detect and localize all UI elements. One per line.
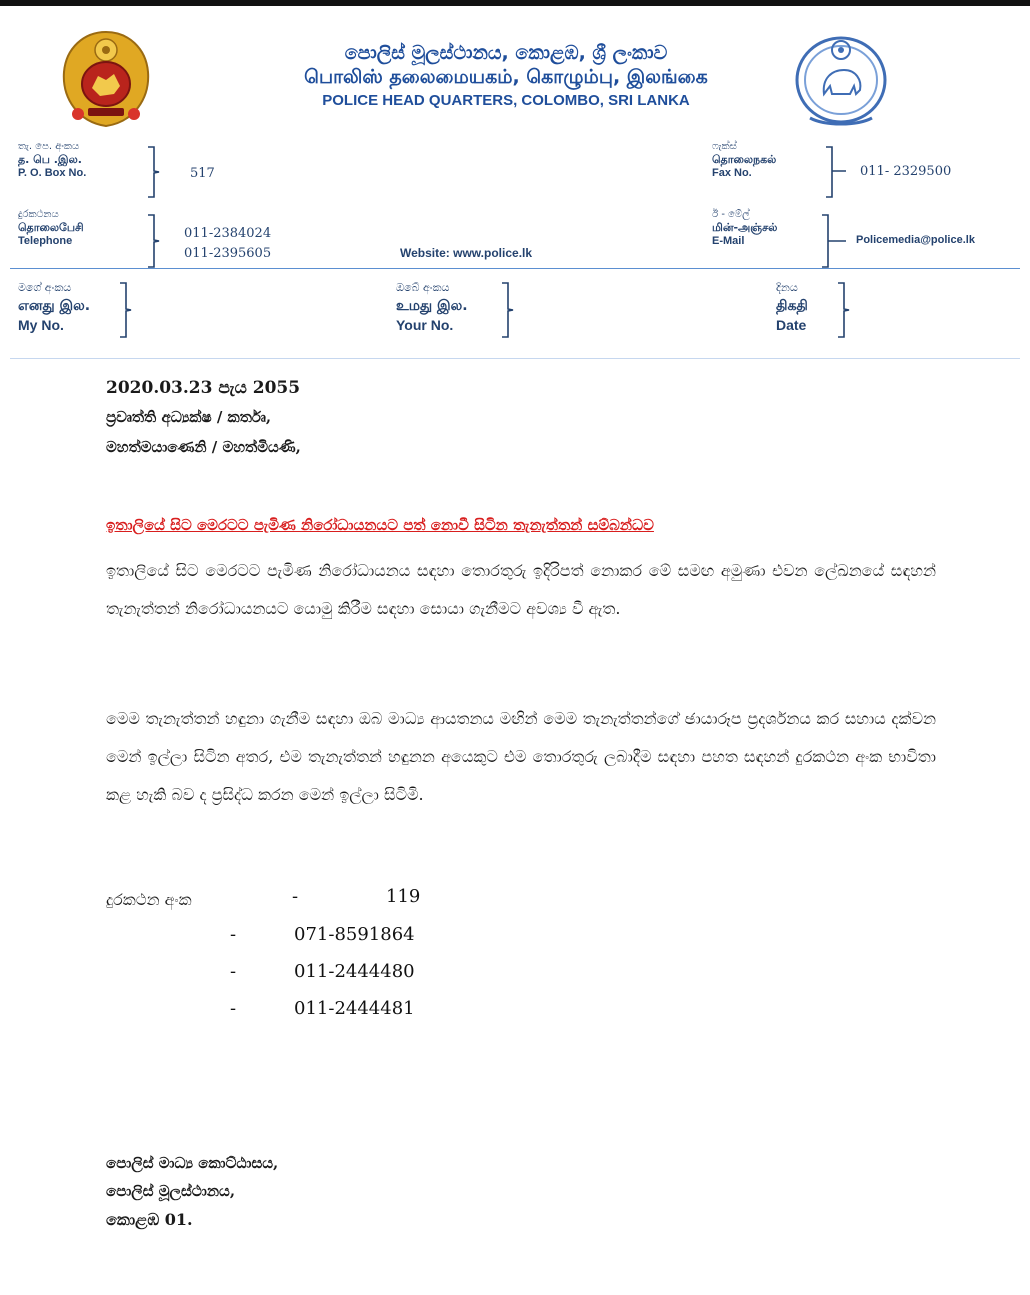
phone-number-2: 071-8591864	[294, 924, 415, 945]
phone-number-4: 011-2444481	[294, 998, 415, 1019]
telephone-bracket	[146, 214, 160, 268]
police-crest-icon	[790, 28, 892, 128]
email-label: ඊ - මේල් மின்-அஞ்சல் E-Mail	[712, 209, 778, 247]
phone-dash-1: -	[292, 886, 299, 907]
email-value[interactable]: Policemedia@police.lk	[856, 234, 975, 246]
signature-line-3: කොළඹ 01.	[106, 1210, 193, 1229]
po-box-value: 517	[190, 166, 215, 181]
date-bracket	[836, 282, 850, 338]
header-title-sinhala: පොලිස් මූලස්ථානය, කොළඹ, ශ්‍රී ලංකාව	[344, 42, 668, 64]
my-no-bracket	[118, 282, 132, 338]
email-bracket	[820, 214, 848, 268]
signature-line-2: පොලිස් මූලස්ථානය,	[106, 1182, 236, 1200]
your-no-bracket	[500, 282, 514, 338]
phone-number-1: 119	[386, 886, 421, 907]
letter-paragraph-2: මෙම තැනැත්තන් හඳුනා ගැනීම සඳහා ඔබ මාධ්‍ය ආයතනය මඟින් මෙම තැනැත්තන්ගේ ඡායාරූප ප්‍රදර්ශනය කර සහාය දක්වන මෙන් ඉල්ලා සිටින අතර, එම තැනැත්තන් හඳුනන අයෙකුට එම තොරතුරු ලබාදීම සඳහා පහත සඳහන් දුරකථන අංක භාවිතා කළ හැකි බව ද ප්‍රසිද්ධ කරන මෙන් ඉල්ලා සිටිමි.	[106, 709, 936, 804]
letter-subject: ඉතාලියේ සිට මෙරටට පැමිණ නිරෝධායනයට පත් නොවී සිටින තැනැත්තන් සම්බන්ධව	[106, 516, 654, 534]
letter-paragraph-1: ඉතාලියේ සිට මෙරටට පැමිණ නිරෝධායනය සඳහා තොරතුරු ඉදිරිපත් නොකර මේ සමඟ අමුණා එවන ලේඛනයේ සඳහන් තැනැත්තන් නිරෝධායනයට යොමු කිරීම සඳහා සොයා ගැනීමට අවශ්‍ය වී ඇත.	[106, 561, 936, 618]
letter-datetime: 2020.03.23 පැය 2055	[106, 378, 301, 398]
phone-number-3: 011-2444480	[294, 961, 415, 982]
my-no-label: මගේ අංකය எனது இல. My No.	[18, 281, 91, 333]
phone-dash-3: -	[230, 961, 237, 982]
header-title-english: POLICE HEAD QUARTERS, COLOMBO, SRI LANKA	[322, 92, 690, 109]
fax-value: 011- 2329500	[860, 164, 952, 179]
telephone-value-2: 011-2395605	[184, 246, 272, 261]
letterhead-bottom-edge	[10, 358, 1020, 359]
header-title-tamil: பொலிஸ் தலைமையகம், கொழும்பு, இலங்கை	[304, 66, 708, 88]
po-box-label: තැ. පෙ. අංකය த. பெ .இல. P. O. Box No.	[18, 141, 87, 179]
letterhead	[0, 6, 1030, 362]
phone-dash-2: -	[230, 924, 237, 945]
website-link[interactable]: Website: www.police.lk	[400, 246, 533, 260]
phone-dash-4: -	[230, 998, 237, 1019]
po-box-bracket	[146, 146, 160, 198]
sri-lanka-emblem-icon	[58, 28, 154, 128]
telephone-label: දුරකථනය தொலைபேசி Telephone	[18, 209, 84, 247]
date-label: දිනය திகதி Date	[776, 281, 808, 333]
letterhead-divider	[10, 268, 1020, 269]
signature-line-1: පොලිස් මාධ්‍ය කොට්ඨාසය,	[106, 1154, 279, 1172]
your-no-label: ඔබේ අංකය உமது இல. Your No.	[396, 281, 468, 333]
telephone-value-1: 011-2384024	[184, 226, 272, 241]
letter-recipient: ප්‍රවෘත්ති අධ්‍යක්ෂ / කර්තෘ,	[106, 408, 272, 426]
fax-bracket	[824, 146, 848, 198]
phone-numbers-label: දුරකථන අංක	[106, 890, 192, 909]
fax-label: ෆැක්ස් தொலைநகல் Fax No.	[712, 141, 777, 179]
letter-salutation: මහත්මයාණෙනි / මහත්මියණි,	[106, 438, 301, 456]
